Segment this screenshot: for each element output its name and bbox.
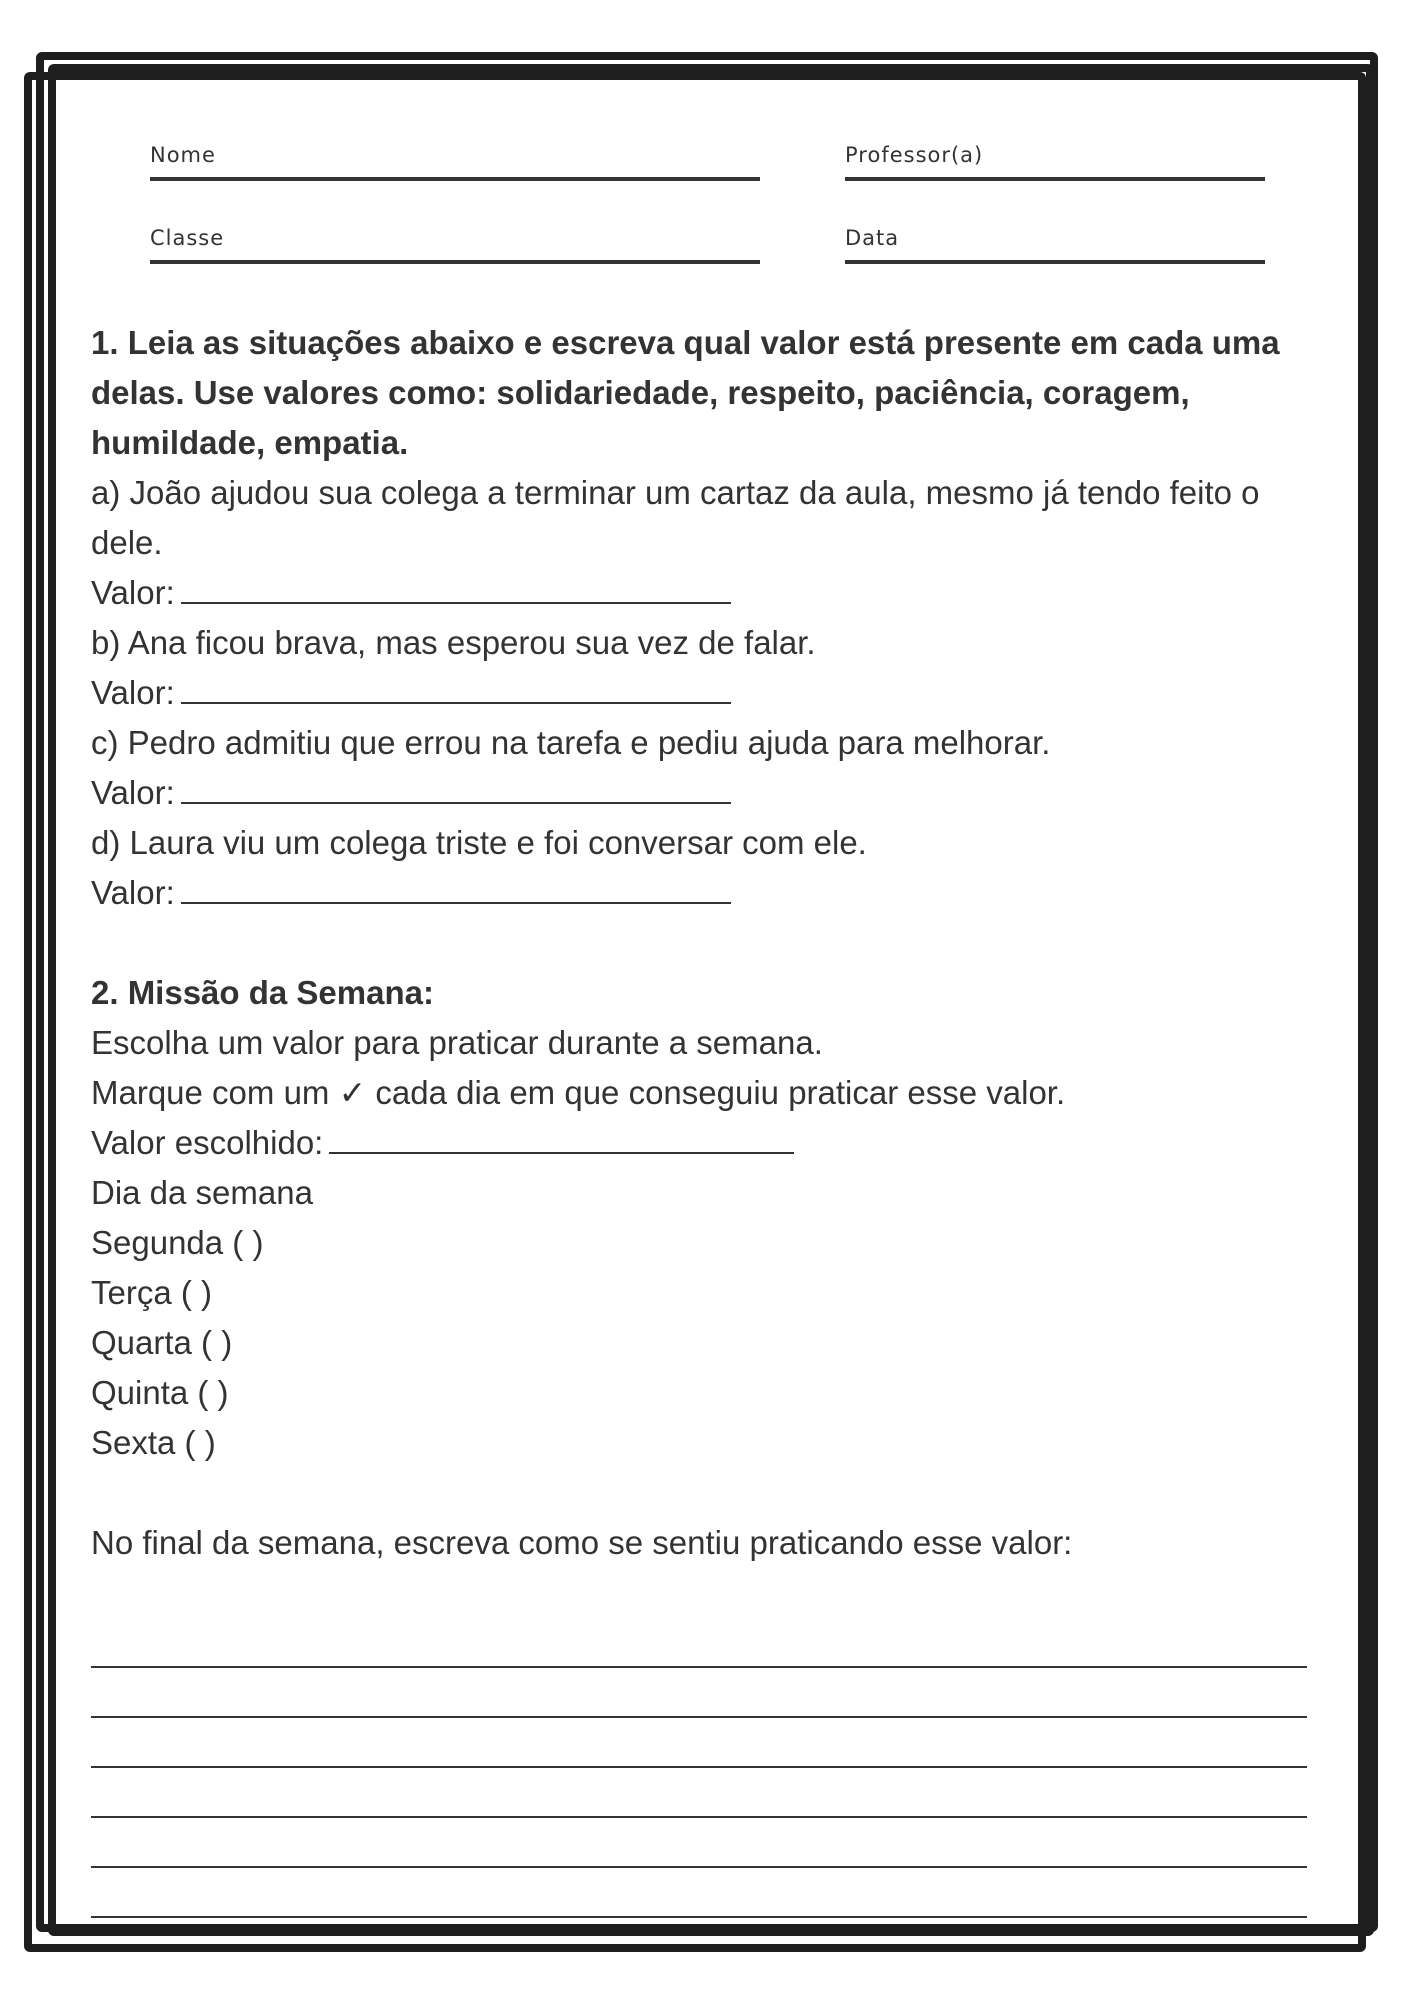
- item-b-text: b) Ana ficou brava, mas esperou sua vez de falar.: [91, 624, 816, 661]
- day-checkbox-quinta[interactable]: Quinta ( ): [91, 1374, 229, 1411]
- days-header: Dia da semana: [91, 1174, 313, 1211]
- day-checkbox-sexta[interactable]: Sexta ( ): [91, 1424, 216, 1461]
- item-d-text: d) Laura viu um colega triste e foi conversar com ele.: [91, 824, 867, 861]
- day-checkbox-segunda[interactable]: Segunda ( ): [91, 1224, 264, 1261]
- professor-field[interactable]: [845, 143, 1265, 181]
- reflection-writing-line[interactable]: [91, 1818, 1307, 1868]
- section-spacer: [91, 1468, 1321, 1518]
- question-1-prompt-line: humildade, empatia.: [91, 424, 409, 461]
- nome-label: Nome: [150, 143, 216, 167]
- reflection-writing-line[interactable]: [91, 1718, 1307, 1768]
- item-b-answer-blank[interactable]: [181, 700, 731, 704]
- day-checkbox-quarta[interactable]: Quarta ( ): [91, 1324, 233, 1361]
- data-field[interactable]: [845, 226, 1265, 264]
- chosen-value-label: Valor escolhido:: [91, 1124, 324, 1161]
- question-2-instruction: Marque com um ✓ cada dia em que conseguiu praticar esse valor.: [91, 1074, 1066, 1111]
- nome-field[interactable]: [150, 143, 760, 181]
- item-d-answer-row: [91, 868, 1321, 918]
- item-c-answer-blank[interactable]: [181, 800, 731, 804]
- question-1-prompt-line: delas. Use valores como: solidariedade, respeito, paciência, coragem,: [91, 374, 1190, 411]
- question-2-title: 2. Missão da Semana:: [91, 974, 434, 1011]
- reflection-writing-line[interactable]: [91, 1768, 1307, 1818]
- reflection-writing-line[interactable]: [91, 1868, 1307, 1918]
- item-b-answer-row: [91, 668, 1321, 718]
- question-2-instruction: Escolha um valor para praticar durante a semana.: [91, 1024, 823, 1061]
- reflection-prompt: No final da semana, escreva como se sentiu praticando esse valor:: [91, 1524, 1073, 1561]
- item-c-text: c) Pedro admitiu que errou na tarefa e pediu ajuda para melhorar.: [91, 724, 1051, 761]
- data-label: Data: [845, 226, 900, 250]
- item-d-answer-blank[interactable]: [181, 900, 731, 904]
- valor-label: Valor:: [91, 574, 175, 611]
- item-a-text: a) João ajudou sua colega a terminar um cartaz da aula, mesmo já tendo feito o: [91, 474, 1260, 511]
- worksheet-content: [91, 318, 1321, 1918]
- valor-label: Valor:: [91, 674, 175, 711]
- question-1-prompt-line: 1. Leia as situações abaixo e escreva qual valor está presente em cada uma: [91, 324, 1280, 361]
- section-spacer: [91, 1568, 1321, 1618]
- item-a-answer-blank[interactable]: [181, 600, 731, 604]
- day-checkbox-terca[interactable]: Terça ( ): [91, 1274, 213, 1311]
- reflection-writing-line[interactable]: [91, 1668, 1307, 1718]
- section-spacer: [91, 918, 1321, 968]
- chosen-value-blank[interactable]: [329, 1150, 794, 1154]
- item-c-answer-row: [91, 768, 1321, 818]
- chosen-value-row: [91, 1118, 1321, 1168]
- classe-label: Classe: [150, 226, 225, 250]
- item-a-text: dele.: [91, 524, 163, 561]
- reflection-writing-line[interactable]: [91, 1618, 1307, 1668]
- classe-field[interactable]: [150, 226, 760, 264]
- valor-label: Valor:: [91, 774, 175, 811]
- professor-label: Professor(a): [845, 143, 984, 167]
- valor-label: Valor:: [91, 874, 175, 911]
- item-a-answer-row: [91, 568, 1321, 618]
